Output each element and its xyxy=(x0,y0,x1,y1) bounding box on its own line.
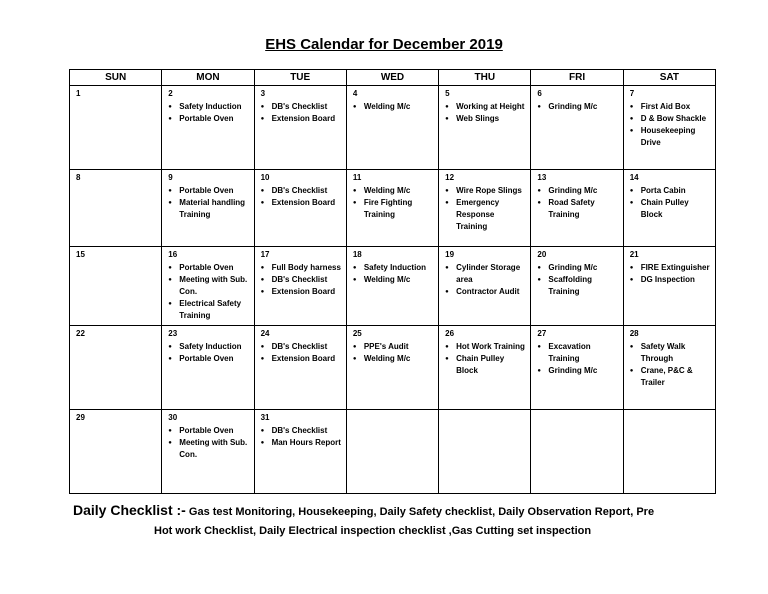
calendar-day-cell xyxy=(623,326,715,410)
activity-item: ● DB's Checklist xyxy=(261,425,343,437)
day-number: 10 xyxy=(260,173,270,182)
calendar-day-cell xyxy=(254,410,346,494)
day-activity-list xyxy=(537,101,619,113)
calendar-grid xyxy=(69,69,716,494)
day-activity-list xyxy=(630,101,712,149)
activity-item: ● FIRE Extinguisher xyxy=(630,262,712,274)
calendar-day-cell xyxy=(162,86,254,170)
activity-item: ● Crane, P&C & Trailer xyxy=(630,365,712,389)
activity-item: ● Safety Induction xyxy=(168,341,250,353)
calendar-day-cell xyxy=(623,410,715,494)
weekday-header-thu: THU xyxy=(439,70,531,86)
activity-item: ● Emergency Response Training xyxy=(445,197,527,233)
day-activity-list xyxy=(353,101,435,113)
calendar-day-cell xyxy=(162,326,254,410)
activity-item: ● Cylinder Storage area xyxy=(445,262,527,286)
day-number: 1 xyxy=(76,89,81,98)
calendar-day-cell xyxy=(346,326,438,410)
activity-item: ● Road Safety Training xyxy=(537,197,619,221)
weekday-header-mon: MON xyxy=(162,70,254,86)
day-number: 28 xyxy=(629,329,639,338)
calendar-day-cell xyxy=(623,247,715,326)
activity-item: ● D & Bow Shackle xyxy=(630,113,712,125)
calendar-day-cell xyxy=(346,247,438,326)
calendar-day-cell xyxy=(346,410,438,494)
day-number: 23 xyxy=(168,329,178,338)
activity-item: ● Meeting with Sub. Con. xyxy=(168,437,250,461)
calendar-week-row xyxy=(70,247,716,326)
day-activity-list xyxy=(261,425,343,449)
activity-item: ● Grinding M/c xyxy=(537,101,619,113)
day-activity-list xyxy=(537,262,619,298)
day-number: 9 xyxy=(168,173,173,182)
activity-item: ● DB's Checklist xyxy=(261,101,343,113)
activity-item: ● DB's Checklist xyxy=(261,274,343,286)
activity-item: ● Portable Oven xyxy=(168,262,250,274)
calendar-day-cell xyxy=(346,86,438,170)
calendar-day-cell xyxy=(439,170,531,247)
day-activity-list xyxy=(537,341,619,377)
calendar-day-cell xyxy=(254,86,346,170)
day-number: 25 xyxy=(352,329,362,338)
day-number: 31 xyxy=(260,413,270,422)
calendar-day-cell xyxy=(531,326,623,410)
activity-item: ● Contractor Audit xyxy=(445,286,527,298)
day-activity-list xyxy=(261,185,343,209)
daily-checklist-line2: Hot work Checklist, Daily Electrical inspection checklist ,Gas Cutting set inspection xyxy=(154,525,592,537)
calendar-day-cell xyxy=(254,326,346,410)
calendar-body xyxy=(70,86,716,494)
calendar-day-cell xyxy=(439,410,531,494)
activity-item: ● Safety Induction xyxy=(353,262,435,274)
day-number: 5 xyxy=(445,89,450,98)
activity-item: ● Portable Oven xyxy=(168,425,250,437)
activity-item: ● PPE's Audit xyxy=(353,341,435,353)
activity-item: ● Housekeeping Drive xyxy=(630,125,712,149)
weekday-header-fri: FRI xyxy=(531,70,623,86)
activity-item: ● Safety Induction xyxy=(168,101,250,113)
day-number: 20 xyxy=(537,250,547,259)
day-number: 22 xyxy=(76,329,85,338)
calendar-day-cell xyxy=(531,247,623,326)
calendar-day-cell xyxy=(70,86,162,170)
activity-item: ● Safety Walk Through xyxy=(630,341,712,365)
day-number: 17 xyxy=(260,250,270,259)
calendar-week-row xyxy=(70,326,716,410)
daily-checklist-line1: Gas test Monitoring, Housekeeping, Daily Safety checklist, Daily Observation Report, Pre xyxy=(188,506,655,518)
day-number: 18 xyxy=(352,250,362,259)
calendar-day-cell xyxy=(531,410,623,494)
day-activity-list xyxy=(630,262,712,286)
day-number: 6 xyxy=(537,89,542,98)
activity-item: ● Grinding M/c xyxy=(537,262,619,274)
day-number: 13 xyxy=(537,173,547,182)
activity-item: ● Extension Board xyxy=(261,286,343,298)
activity-item: ● Full Body harness xyxy=(261,262,343,274)
activity-item: ● Porta Cabin xyxy=(630,185,712,197)
day-number: 24 xyxy=(260,329,270,338)
day-activity-list xyxy=(630,185,712,221)
calendar-day-cell xyxy=(254,247,346,326)
activity-item: ● Extension Board xyxy=(261,197,343,209)
calendar-day-cell xyxy=(346,170,438,247)
calendar-day-cell xyxy=(70,326,162,410)
activity-item: ● Welding M/c xyxy=(353,185,435,197)
calendar-day-cell xyxy=(70,247,162,326)
day-number: 8 xyxy=(76,173,81,182)
day-activity-list xyxy=(168,262,250,322)
activity-item: ● Web Slings xyxy=(445,113,527,125)
calendar-week-row xyxy=(70,170,716,247)
day-number: 29 xyxy=(76,413,85,422)
activity-item: ● Excavation Training xyxy=(537,341,619,365)
day-activity-list xyxy=(168,101,250,125)
day-activity-list xyxy=(261,101,343,125)
weekday-header-sun: SUN xyxy=(70,70,162,86)
calendar-day-cell xyxy=(439,86,531,170)
activity-item: ● Extension Board xyxy=(261,113,343,125)
page-title: EHS Calendar for December 2019 xyxy=(265,36,503,53)
activity-item: ● Working at Height xyxy=(445,101,527,113)
calendar-day-cell xyxy=(162,170,254,247)
activity-item: ● DG Inspection xyxy=(630,274,712,286)
activity-item: ● Portable Oven xyxy=(168,185,250,197)
activity-item: ● Material handling Training xyxy=(168,197,250,221)
calendar-day-cell xyxy=(162,247,254,326)
calendar-day-cell xyxy=(70,410,162,494)
day-number: 2 xyxy=(168,89,173,98)
day-activity-list xyxy=(445,341,527,377)
day-activity-list xyxy=(353,341,435,365)
day-activity-list xyxy=(445,185,527,233)
activity-item: ● Grinding M/c xyxy=(537,365,619,377)
activity-item: ● DB's Checklist xyxy=(261,185,343,197)
daily-checklist-label: Daily Checklist :- xyxy=(73,502,186,518)
activity-item: ● First Aid Box xyxy=(630,101,712,113)
day-number: 12 xyxy=(445,173,455,182)
calendar-day-cell xyxy=(623,170,715,247)
calendar-day-cell xyxy=(162,410,254,494)
day-number: 4 xyxy=(352,89,358,98)
calendar-day-cell xyxy=(623,86,715,170)
activity-item: ● Portable Oven xyxy=(168,113,250,125)
day-activity-list xyxy=(630,341,712,389)
day-activity-list xyxy=(537,185,619,221)
activity-item: ● Welding M/c xyxy=(353,353,435,365)
activity-item: ● Welding M/c xyxy=(353,101,435,113)
calendar-week-row xyxy=(70,86,716,170)
calendar-week-row xyxy=(70,410,716,494)
day-activity-list xyxy=(261,262,343,298)
day-activity-list xyxy=(261,341,343,365)
day-activity-list xyxy=(168,341,250,365)
activity-item: ● Man Hours Report xyxy=(261,437,343,449)
activity-item: ● Wire Rope Slings xyxy=(445,185,527,197)
activity-item: ● Hot Work Training xyxy=(445,341,527,353)
day-activity-list xyxy=(168,425,250,461)
calendar-day-cell xyxy=(70,170,162,247)
day-number: 7 xyxy=(629,89,635,98)
day-number: 27 xyxy=(537,329,547,338)
day-number: 11 xyxy=(352,173,362,182)
calendar-day-cell xyxy=(254,170,346,247)
day-number: 16 xyxy=(168,250,178,259)
day-activity-list xyxy=(353,262,435,286)
day-number: 14 xyxy=(629,173,639,182)
calendar-day-cell xyxy=(439,326,531,410)
activity-item: ● Meeting with Sub. Con. xyxy=(168,274,250,298)
day-activity-list xyxy=(353,185,435,221)
day-number: 3 xyxy=(260,89,266,98)
activity-item: ● DB's Checklist xyxy=(261,341,343,353)
day-activity-list xyxy=(445,101,527,125)
day-number: 26 xyxy=(445,329,455,338)
activity-item: ● Chain Pulley Block xyxy=(630,197,712,221)
calendar-day-cell xyxy=(439,247,531,326)
weekday-header-tue: TUE xyxy=(254,70,346,86)
calendar-day-cell xyxy=(531,170,623,247)
activity-item: ● Welding M/c xyxy=(353,274,435,286)
weekday-header-row xyxy=(70,70,716,86)
activity-item: ● Grinding M/c xyxy=(537,185,619,197)
activity-item: ● Fire Fighting Training xyxy=(353,197,435,221)
weekday-header-wed: WED xyxy=(346,70,438,86)
weekday-header-sat: SAT xyxy=(623,70,715,86)
daily-checklist xyxy=(73,501,713,541)
activity-item: ● Chain Pulley Block xyxy=(445,353,527,377)
day-activity-list xyxy=(168,185,250,221)
activity-item: ● Electrical Safety Training xyxy=(168,298,250,322)
activity-item: ● Extension Board xyxy=(261,353,343,365)
day-number: 19 xyxy=(445,250,455,259)
activity-item: ● Scaffolding Training xyxy=(537,274,619,298)
activity-item: ● Portable Oven xyxy=(168,353,250,365)
day-number: 15 xyxy=(76,250,85,259)
day-activity-list xyxy=(445,262,527,298)
day-number: 30 xyxy=(168,413,178,422)
day-number: 21 xyxy=(629,250,639,259)
calendar-day-cell xyxy=(531,86,623,170)
